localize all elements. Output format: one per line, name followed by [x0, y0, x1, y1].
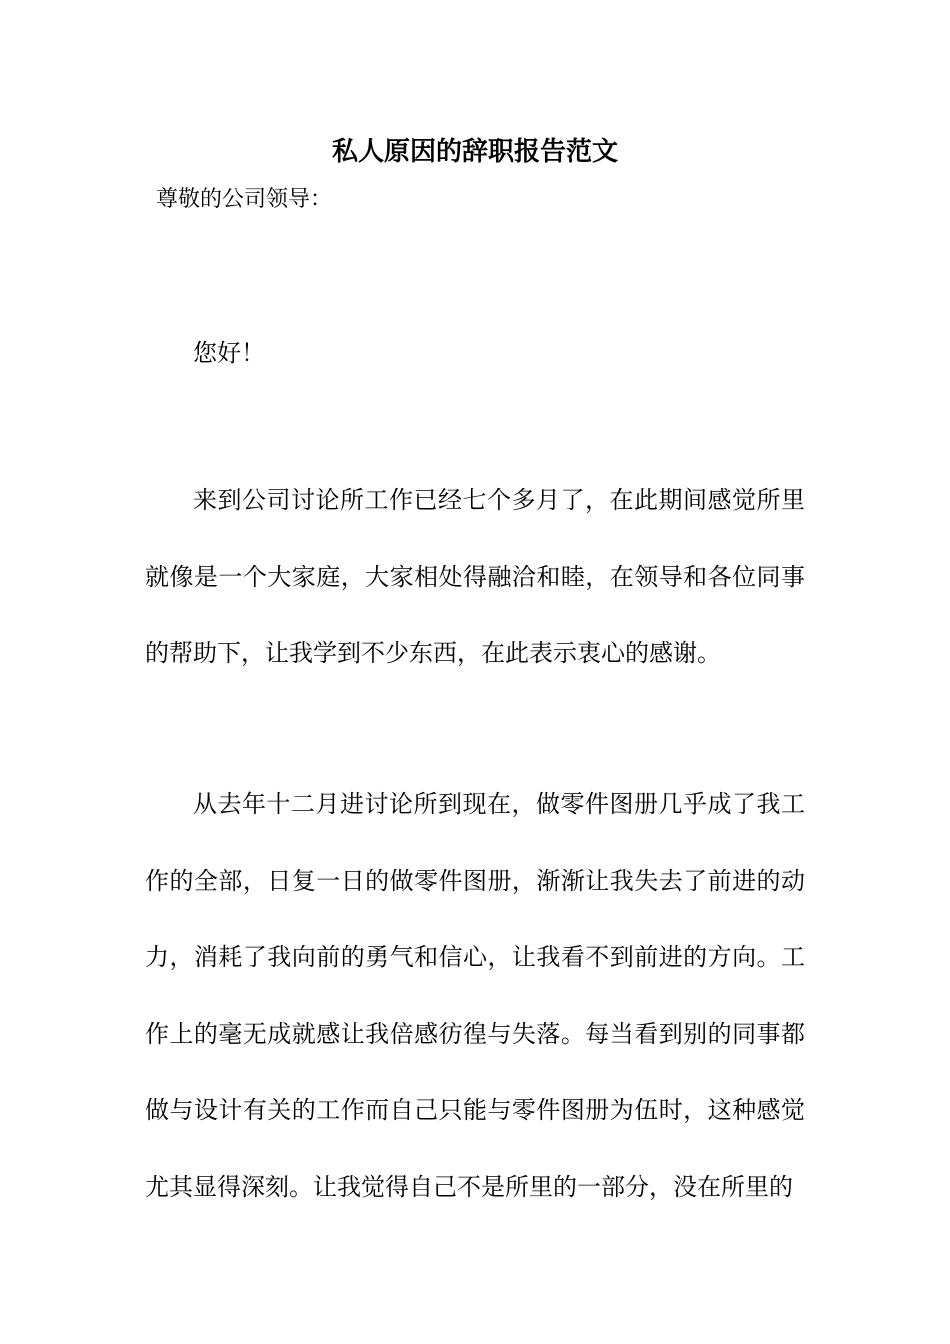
document-title: 私人原因的辞职报告范文: [331, 137, 618, 167]
greeting: 您好！: [193, 339, 265, 367]
salutation: 尊敬的公司领导：: [156, 187, 333, 212]
body-paragraph: 从去年十二月进讨论所到现在，做零件图册几乎成了我工作的全部，日复一日的做零件图册，渐渐让我失去了前进的动力，消耗了我向前的勇气和信心，让我看不到前进的方向。工作上的毫无成就感让我倍感彷徨与失落。每当看到别的同事都做与设计有关的工作而自己只能与零件图册为伍时，这种感觉尤其显得深刻。让我觉得自己不是所里的一部分，没在所里的: [145, 790, 805, 1201]
body-paragraph: 来到公司讨论所工作已经七个多月了，在此期间感觉所里就像是一个大家庭，大家相处得融洽和睦，在领导和各位同事的帮助下，让我学到不少东西，在此表示衷心的感谢。: [145, 486, 805, 667]
